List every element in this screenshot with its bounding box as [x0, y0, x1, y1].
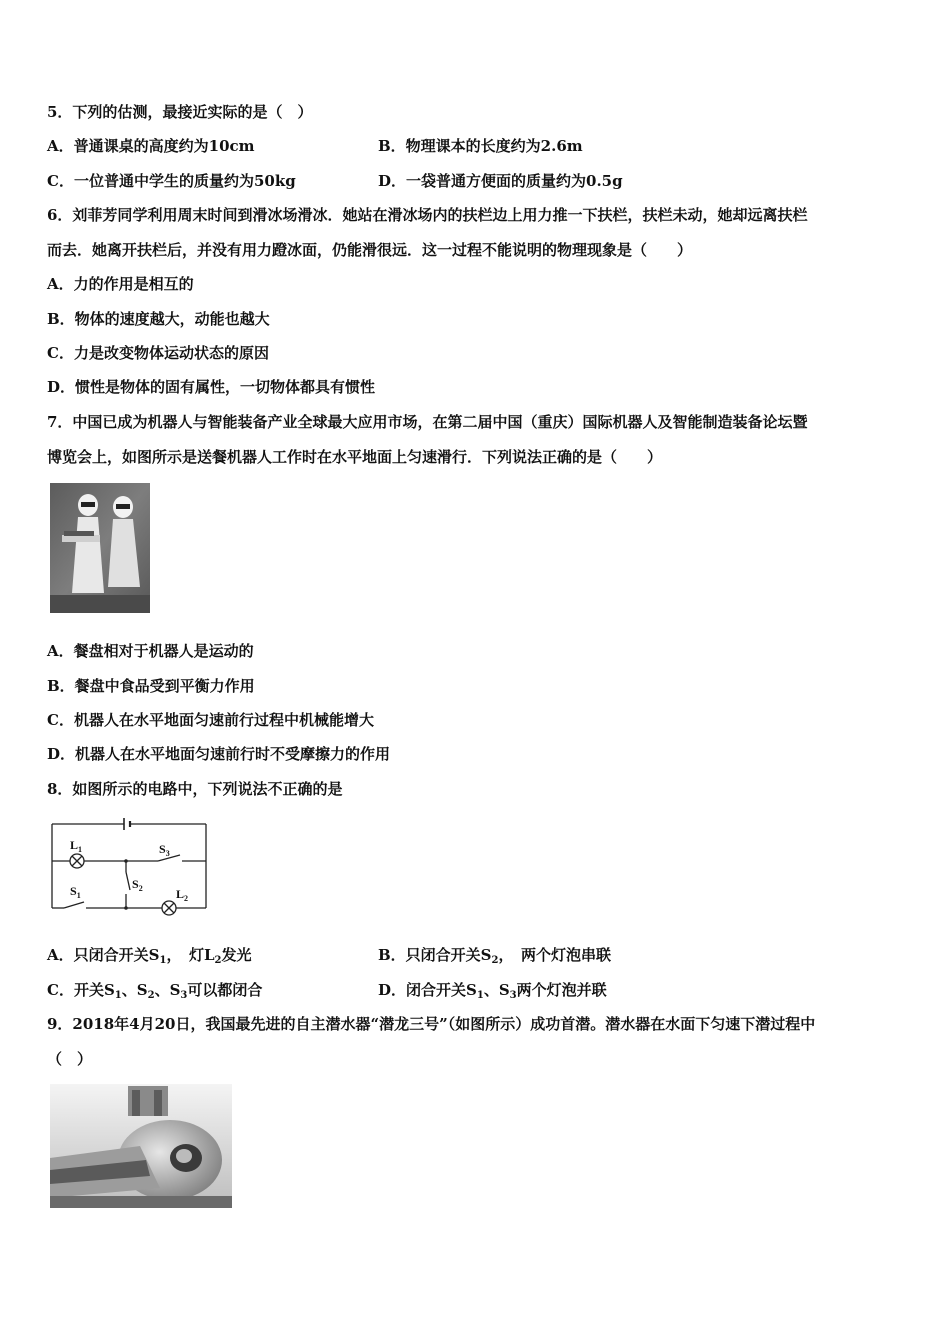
q7-stem-line1: 7．中国已成为机器人与智能装备产业全球最大应用市场，在第二届中国（重庆）国际机器人及智能制造装备论坛暨: [47, 413, 808, 431]
q8-option-d[interactable]: D．闭合开关$S_1$、$S_3$两个灯泡并联: [378, 981, 607, 1001]
q6-stem-line1: 6．刘菲芳同学利用周末时间到滑冰场滑冰．她站在滑冰场内的扶栏边上用力推一下扶栏，扶栏未动，她却远离扶栏: [47, 206, 808, 224]
label-S2: $S_2$: [132, 877, 143, 893]
q5-option-d[interactable]: D．一袋普通方便面的质量约为0.5g: [378, 172, 623, 190]
q8-stem: 8．如图所示的电路中，下列说法不正确的是: [47, 780, 343, 798]
q7-option-b[interactable]: B．餐盘中食品受到平衡力作用: [47, 677, 255, 695]
q7-option-a[interactable]: A．餐盘相对于机器人是运动的: [47, 642, 254, 660]
q6-option-b[interactable]: B．物体的速度越大，动能也越大: [47, 310, 270, 328]
q5-option-a[interactable]: A．普通课桌的高度约为10cm: [47, 137, 255, 155]
q6-option-d[interactable]: D．惯性是物体的固有属性，一切物体都具有惯性: [47, 378, 376, 396]
label-L2: $L_2$: [176, 887, 189, 903]
submersible-photo: [50, 1084, 232, 1208]
label-S1: $S_1$: [70, 884, 81, 900]
q9-stem-line1: 9．2018年4月20日，我国最先进的自主潜水器“潜龙三号”（如图所示）成功首潜。潜水器在水面下匀速下潜过程中: [47, 1015, 816, 1033]
q6-option-c[interactable]: C．力是改变物体运动状态的原因: [47, 344, 269, 362]
q5-option-b[interactable]: B．物理课本的长度约为2.6m: [378, 137, 583, 155]
robot-photo: [50, 483, 150, 613]
label-L1: $L_1$: [70, 838, 83, 854]
q7-option-d[interactable]: D．机器人在水平地面匀速前行时不受摩擦力的作用: [47, 745, 391, 763]
q8-option-a[interactable]: A．只闭合开关$S_1$， 灯$L_2$发光: [47, 946, 252, 966]
label-S3: $S_3$: [159, 842, 170, 858]
q7-option-c[interactable]: C．机器人在水平地面匀速前行过程中机械能增大: [47, 711, 374, 729]
q7-stem-line2: 博览会上，如图所示是送餐机器人工作时在水平地面上匀速滑行．下列说法正确的是（ ）: [47, 448, 663, 466]
q8-option-b[interactable]: B．只闭合开关$S_2$， 两个灯泡串联: [378, 946, 611, 966]
q6-stem-line2: 而去．她离开扶栏后，并没有用力蹬冰面，仍能滑很远．这一过程不能说明的物理现象是（ ）: [47, 241, 693, 259]
q9-stem-line2: （ ）: [47, 1050, 93, 1068]
circuit-diagram: [46, 814, 214, 918]
q5-option-c[interactable]: C．一位普通中学生的质量约为50kg: [47, 172, 296, 190]
q8-option-c[interactable]: C．开关$S_1$、$S_2$、$S_3$可以都闭合: [47, 981, 263, 1001]
q6-option-a[interactable]: A．力的作用是相互的: [47, 275, 194, 293]
q5-stem: 5．下列的估测，最接近实际的是（ ）: [47, 103, 313, 121]
